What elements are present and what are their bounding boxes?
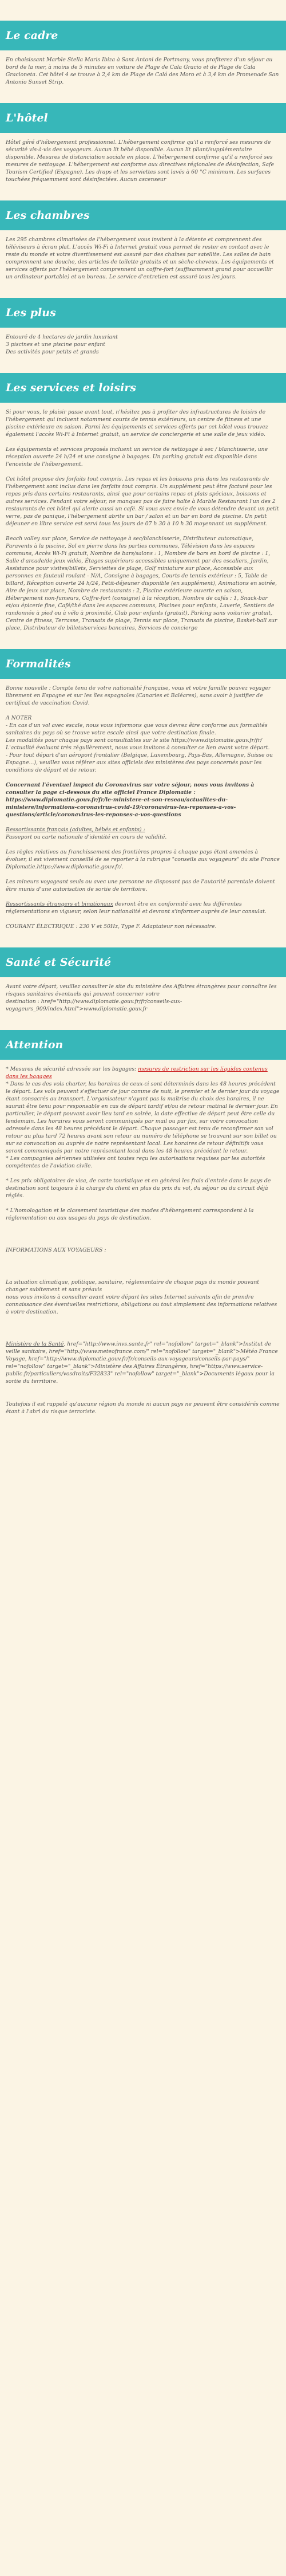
top-spacer (0, 0, 286, 21)
services-paragraph-1: Si pour vous, le plaisir passe avant tout, n'hésitez pas à profiter des infrastructures de loisirs de l'hébergement qui incluent notamment courts de tennis extérieurs, un centre de fitness et une piscine extérieure en saison. Parmi les équipements et services offerts par cet hôtel vous trouvez également l'accès Wi-Fi à Internet gratuit, un service de conciergerie et une salle de jeux vidéo. (6, 409, 268, 438)
section-body-sante (0, 977, 286, 1021)
section-title-formalites: Formalités (6, 658, 71, 670)
attention-charter-text: * Dans le cas des vols charter, les horaires de ceux-ci sont déterminés dans les 48 heures précédent le départ. Les vols peuvent s'effectuer de jour comme de nuit, le premier et le dernier jour du voyage étant consacrés au transport. L'organisateur n'ayant pas la maîtrise du choix des horaires, il ne saurait être tenu pour responsable en cas de départ tardif et/ou de retour matinal le dernier jour. En particulier, le départ pouvant avoir lieu tard en soirée, la date effective de départ peut être celle du lendemain. Les horaires vous seront communiqués par mail ou par fax, sur votre convocation adressée dans les 48 heures précédant le départ. Chaque passager est tenu de reconfirmer son vol retour au plus tard 72 heures avant son retour au numéro de téléphone se trouvant sur son billet ou sur sa convocation ou auprès de notre représentant local. Les horaires de retour définitifs vous seront communiqués par notre représentant local dans les 48 heures précédant le retour. * Les compagnies aériennes utilisées ont toutes reçu les autorisations requises par les autorités compétentes de l'aviation civile. (6, 1081, 280, 1169)
section-header-plus (0, 298, 286, 328)
section-header-formalites (0, 649, 286, 679)
spacer (0, 938, 286, 947)
section-header-sante (0, 947, 286, 977)
section-title-sante: Santé et Sécurité (6, 956, 112, 969)
formalites-paragraph-6: Les mineurs voyageant seuls ou avec une personne ne disposant pas de l'autorité parentale doivent être munis d'une autorisation de sortie de territoire. (6, 879, 275, 892)
attention-paragraph-6 (6, 1340, 280, 1385)
section-title-hotel: L'hôtel (6, 112, 48, 124)
section-body-plus (0, 328, 286, 364)
french-nationals-link[interactable]: Ressortissants français (adultes, bébés et enfants) : (6, 827, 145, 833)
attention-intro: * Mesures de sécurité adressée sur les bagages: (6, 1066, 138, 1072)
section-header-hotel (0, 103, 286, 133)
formalites-paragraph-8: COURANT ÉLECTRIQUE : 230 V et 50Hz, Type F. Adaptateur non nécessaire. (6, 923, 217, 930)
spacer (0, 94, 286, 103)
cadre-paragraph: En choisissant Marble Stella Maris Ibiza à Sant Antoni de Portmany, vous profiterez d'un séjour au bord de la mer, à moins de 5 minutes en voiture de Plage de Cala Gracio et de Plage de Cala Gracioneta. Cet hôtel 4 se trouve à 2,4 km de Plage de Caló des Moro et à 3,4 km de Promenade San Antonio Sunset Strip. (6, 57, 279, 85)
formalites-paragraph-1: Bonne nouvelle : Compte tenu de votre nationalité française, vous et votre famille pouvez voyager librement en Espagne et sur les îles espagnoles (Canaries et Baléares), sans avoir à justifier de certificat de vaccination Covid. (6, 685, 271, 706)
attention-paragraph-2: * Les prix obligatoires de visa, de carte touristique et en général les frais d'entrée dans le pays de destination sont toujours à la charge du client en plus du prix du vol, du séjour ou du circuit déjà réglés. (6, 1178, 271, 1199)
section-body-chambres (0, 230, 286, 289)
gap (6, 1261, 280, 1279)
attention-paragraph-5: La situation climatique, politique, sanitaire, réglementaire de chaque pays du monde pouvant changer subitement et sans préavis nous vous invitons à consulter avant votre départ les sites Internet suivants afin de prendre connaissance des éventuelles restrictions, obligations ou tout simplement des informations relatives à votre destination. (6, 1279, 277, 1315)
section-header-services (0, 373, 286, 403)
foreign-nationals-text: devront être en conformité avec les différentes réglementations en vigueur, selon leur nationalité et devront s'informer auprès de leur consulat. (6, 901, 267, 915)
section-body-formalites (0, 679, 286, 938)
gap (6, 1229, 280, 1246)
formalites-paragraph-3: Concernant l'éventuel impact du Coronavirus sur votre séjour, nous vous invitons à consulter la page ci-dessous du site officiel France Diplomatie : https://www.diplomatie.gouv.fr/fr/le-ministere-et-son-reseau/actualites-du-ministere/informations-coronavirus-covid-19/coronavirus-les-reponses-a-vos-questions/article/coronavirus-les-reponses-a-vos-questions (6, 782, 255, 818)
spacer (0, 289, 286, 298)
services-paragraph-3: Cet hôtel propose des forfaits tout compris. Les repas et les boissons pris dans les restaurants de l'hébergement sont inclus dans les forfaits tout compris. Un supplément peut être facturé pour les repas pris dans certains restaurants, ainsi que pour certains repas et plats spéciaux, boissons et autres services. Pendant votre séjour, ne manquez pas de faire halte à Marble Restaurant l'un des 2 restaurants de cet hôtel qui alerte aussi un café. Si vous avez envie de vous détendre devant un petit verre, pas de panique, l'hébergement abrite un bar / salon et un bar en bord de piscine. Un petit déjeuner en libre service est servi tous les jours de 07 h 30 à 10 h 30 moyennant un supplément. (6, 476, 279, 527)
section-title-chambres: Les chambres (6, 209, 90, 222)
gap (6, 1323, 280, 1340)
services-paragraph-2: Les équipements et services proposés incluent un service de nettoyage à sec / blanchisserie, une réception ouverte 24 h/24 et une consigne à bagages. Un parking gratuit est disponible dans l'enceinte de l'hébergement. (6, 446, 268, 467)
spacer (0, 364, 286, 373)
formalites-paragraph-2: A NOTER - En cas d'un vol avec escale, nous vous informons que vous devrez être conforme aux formalités sanitaires du pays où se trouve votre escale ainsi que votre destination finale. Les modalités pour chaque pays sont consultables sur le site https://www.diplomatie.gouv.fr/fr/ L'actualité évoluant très régulièrement, nous vous invitons à consulter ce lien avant votre départ. - Pour tout départ d'un aéroport frontalier (Belgique, Luxembourg, Pays-Bas, Allemagne, Suisse ou Espagne...), veuillez vous référer aux sites officiels des ministères des pays concernés pour les conditions de départ et de retour. (6, 715, 273, 773)
formalites-paragraph-5: Les règles relatives au franchissement des frontières propres à chaque pays étant amenées à évoluer, il est vivement conseillé de se reporter à la rubrique "conseils aux voyageurs" du site France Diplomatie.https://www.diplomatie.gouv.fr/. (6, 849, 280, 870)
liquids-restriction-link[interactable]: mesures de restriction sur les liquides contenus dans les bagages (6, 1066, 268, 1080)
hotel-paragraph: Hôtel géré d'hébergement professionnel. L'hébergement confirme qu'il a renforcé ses mesures de sécurité vis-à-vis des voyageurs. Aucun lit bébé disponible. Aucun lit pliant/supplémentaire disponible. Mesures de distanciation sociale en place. L'hébergement confirme qu'il a renforcé ses mesures de nettoyage. L'hébergement est conforme aux directives régionales de désinfection, Safe Tourism Certified (Espagne). Les draps et les serviettes sont lavés à 60 °C minimum. Les surfaces touchées fréquemment sont désinfectées. Aucun ascenseur (6, 139, 274, 183)
foreign-nationals-link[interactable]: Ressortissants étrangers et binationaux (6, 901, 113, 907)
formalites-paragraph-7 (6, 900, 280, 915)
section-body-hotel (0, 133, 286, 191)
section-title-attention: Attention (6, 1039, 63, 1051)
services-paragraph-4: Beach volley sur place, Service de nettoyage à sec/blanchisserie, Distributeur automatique, Paravents à la piscine, Sol en pierre dans les parties communes, Télévision dans les espaces communs, Accès Wi-Fi gratuit, Nombre de bars/salons : 1, Nombre de bars en bord de piscine : 1, Salle d'arcade/de jeux vidéo, Étages supérieurs accessibles uniquement par des escaliers, Jardin, Assistance pour visites/billets, Serviettes de plage, Golf miniature sur place, Accessible aux personnes en fauteuil roulant - N/A, Consigne à bagages, Courts de tennis extérieur : 5, Table de billard, Réception ouverte 24 h/24, Petit-déjeuner disponible (en supplément), Animations en soirée, Aire de jeux sur place, Nombre de restaurants : 2, Piscine extérieure ouverte en saison, Hébergement non-fumeurs, Coffre-fort (consigne) à la réception, Nombre de cafés : 1, Snack-bar et/ou épicerie fine, Café/thé dans les espaces communs, Piscines pour enfants, Laverie, Sentiers de randonnée à pied ou à vélo à proximité, Club pour enfants (gratuit), Parking sans voiturier gratuit, Centre de fitness, Terrasse, Transats de plage, Tennis sur place, Transats de piscine, Basket-ball sur place, Distributeur de billets/services bancaires, Services de concierge (6, 536, 277, 631)
section-title-plus: Les plus (6, 306, 56, 319)
section-header-attention (0, 1030, 286, 1060)
french-nationals-text: Passeport ou carte nationale d'identité en cours de validité. (6, 834, 167, 840)
section-header-chambres (0, 200, 286, 230)
attention-paragraph-4: INFORMATIONS AUX VOYAGEURS : (6, 1247, 106, 1253)
attention-paragraph-3: * L'homologation et le classement touristique des modes d'hébergement correspondent à la réglementation ou aux usages du pays de destination. (6, 1208, 254, 1221)
attention-paragraph-1 (6, 1065, 280, 1170)
spacer (0, 1021, 286, 1030)
section-body-services (0, 403, 286, 640)
attention-paragraph-7: Toutefois il est rappelé qu'aucune région du monde ni aucun pays ne peuvent être considérés comme étant à l'abri du risque terroriste. (6, 1401, 280, 1415)
plus-paragraph: Entouré de 4 hectares de jardin luxuriant 3 piscines et une piscine pour enfant Des activités pour petits et grands (6, 334, 118, 355)
formalites-paragraph-4 (6, 826, 280, 841)
gap (6, 1393, 280, 1401)
section-title-services: Les services et loisirs (6, 382, 136, 394)
travel-links-text: , href="http://www.invs.sante.fr" rel="nofollow" target="_blank">Institut de veille sanitaire, href="http://www.meteofrance.com/" rel="nofollow" target="_blank">Météo France Voyage, href="http://www.diplomatie.gouv.fr/fr/conseils-aux-voyageurs/conseils-par-pays/" rel="nofollow" target="_blank">Ministère des Affaires Étrangères, href="https://www.service-public.fr/particuliers/vosdroits/F32833" rel="nofollow" target="_blank">Documents légaux pour la sortie du territoire. (6, 1341, 278, 1385)
spacer (0, 640, 286, 649)
section-header-cadre (0, 21, 286, 50)
section-title-cadre: Le cadre (6, 29, 58, 42)
chambres-paragraph: Les 295 chambres climatisées de l'hébergement vous invitent à la détente et comprennent des téléviseurs à écran plat. L'accès Wi-Fi à Internet gratuit vous permet de rester en contact avec le reste du monde et votre divertissement est assuré par des chaînes par satellite. Les salles de bain comprennent une douche, des articles de toilette gratuits et un sèche-cheveux. Les équipements et services offerts par l'hébergement comprennent un coffre-fort (suffisamment grand pour accueillir un ordinateur portable) et un bureau. Le service d'entretien est assuré tous les jours. (6, 237, 274, 280)
section-body-attention (0, 1060, 286, 1423)
sante-paragraph: Avant votre départ, veuillez consulter le site du ministère des Affaires étrangères pour connaître les risques sanitaires éventuels qui peuvent concerner votre destination : href="http://www.diplomatie.gouv.fr/fr/conseils-aux-voyageurs_909/index.html">www.diplomatie.gouv.fr (6, 984, 277, 1012)
health-ministry-link[interactable]: Ministère de la Santé (6, 1341, 64, 1347)
spacer (0, 191, 286, 200)
section-body-cadre (0, 50, 286, 94)
